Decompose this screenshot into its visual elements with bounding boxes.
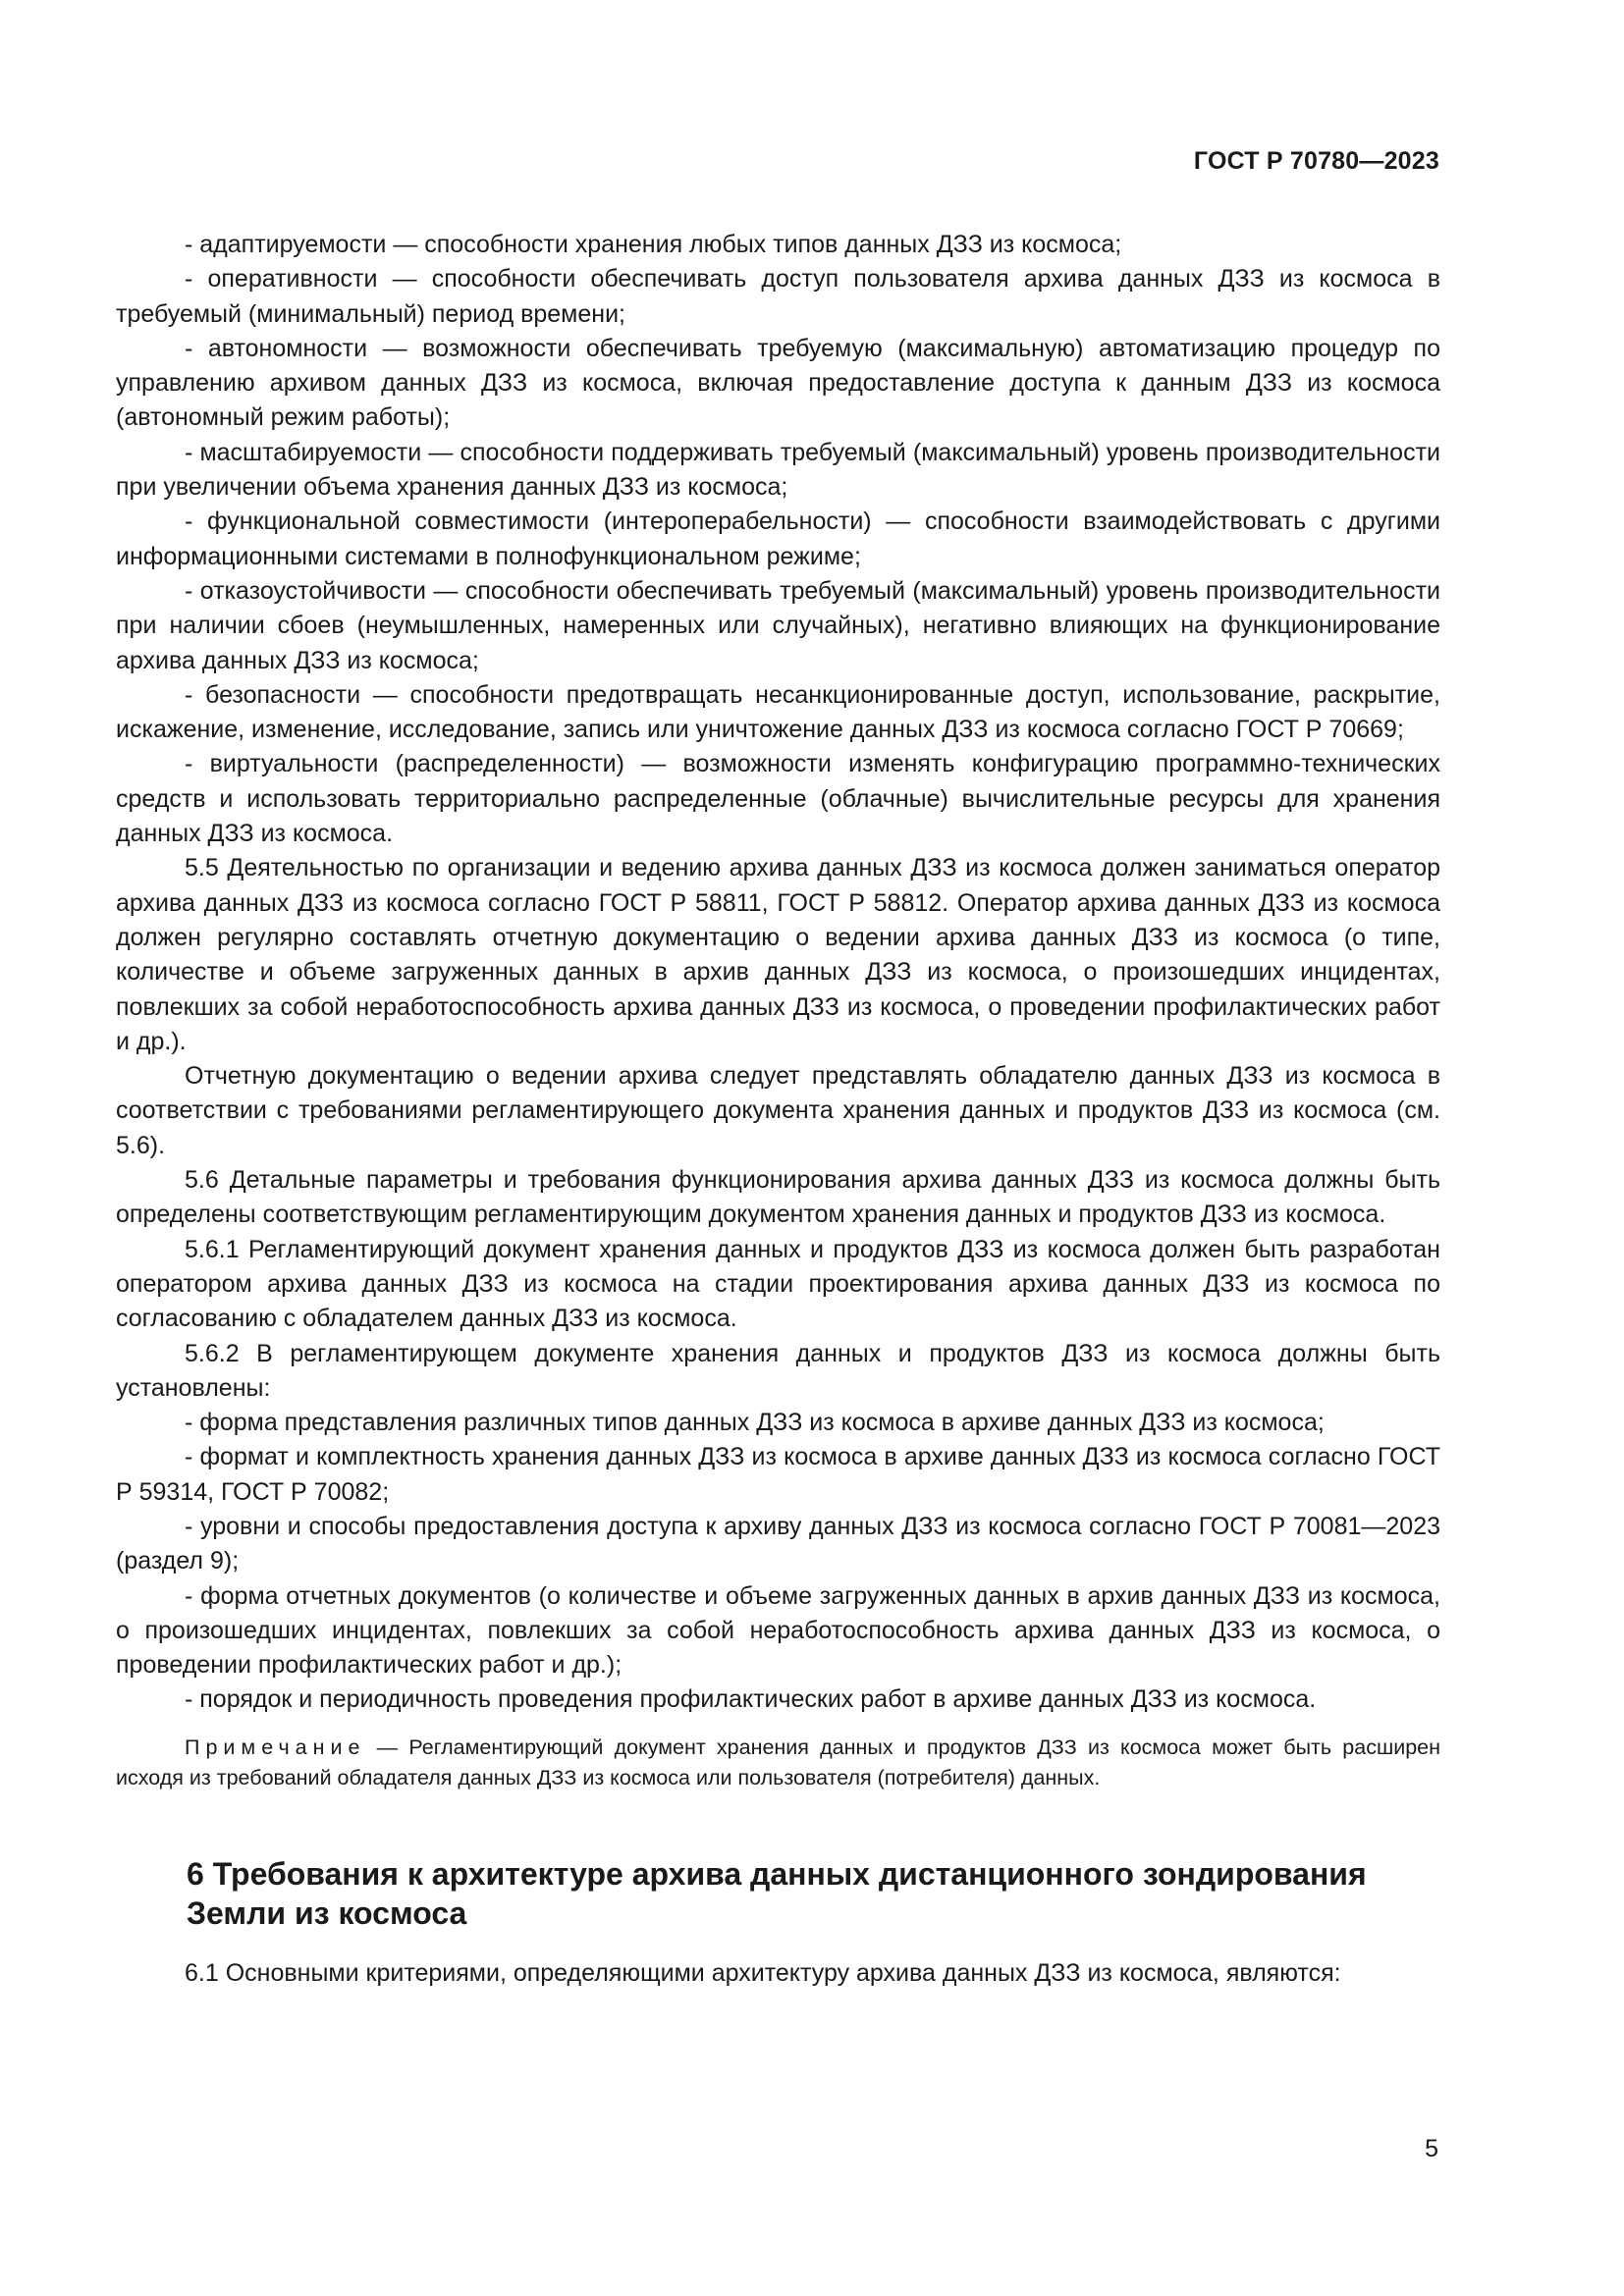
clause-5-6-1: 5.6.1 Регламентирующий документ хранения данных и продуктов ДЗЗ из космоса должен быть разработан оператором архива данных ДЗЗ из космоса на стадии проектирования архива данных ДЗЗ из космоса по согласованию с обладателем данных ДЗЗ из космоса. <box>116 1235 1440 1333</box>
note-label: Примечание <box>185 1735 366 1759</box>
list-item-autonomy: - автономности — возможности обеспечивать требуемую (максимальную) автоматизацию процедур по управлению архивом данных ДЗЗ из космоса, включая предоставление доступа к данным ДЗЗ из космоса (автономный режим работы); <box>116 334 1440 432</box>
list-item-access-levels: - уровни и способы предоставления доступа к архиву данных ДЗЗ из космоса согласно ГОСТ Р 70081—2023 (раздел 9); <box>116 1512 1440 1575</box>
list-item-report-form: - форма отчетных документов (о количестве и объеме загруженных данных в архив данных ДЗЗ из космоса, о произошедших инцидентах, повлекших за собой неработоспособность архива данных ДЗЗ из космоса, о проведении профилактических работ и др.); <box>116 1581 1440 1680</box>
list-item-virtuality: - виртуальности (распределенности) — возможности изменять конфигурацию программно-технических средств и использовать территориально распределенные (облачные) вычислительные ресурсы для хранения данных ДЗЗ из космоса. <box>116 750 1440 848</box>
document-id-header: ГОСТ Р 70780—2023 <box>1193 147 1439 175</box>
note <box>116 1733 1440 1793</box>
list-item-interoperability: - функциональной совместимости (интероперабельности) — способности взаимодействовать с другими информационными системами в полнофункциональном режиме; <box>116 507 1440 570</box>
clause-6-1: 6.1 Основными критериями, определяющими архитектуру архива данных ДЗЗ из космоса, являются: <box>185 1958 1341 1987</box>
section-6-heading: 6 Требования к архитектуре архива данных дистанционного зондирования Земли из космоса <box>187 1855 1367 1931</box>
list-item-security: - безопасности — способности предотвращать несанкционированные доступ, использование, раскрытие, искажение, изменение, исследование, запись или уничтожение данных ДЗЗ из космоса согласно ГОСТ Р 70669; <box>116 680 1440 744</box>
list-item-data-form: - форма представления различных типов данных ДЗЗ из космоса в архиве данных ДЗЗ из космоса; <box>185 1409 1325 1437</box>
document-body <box>116 228 1440 1991</box>
list-item-storage-format: - формат и комплектность хранения данных ДЗЗ из космоса в архиве данных ДЗЗ из космоса согласно ГОСТ Р 59314, ГОСТ Р 70082; <box>116 1443 1440 1506</box>
clause-5-5-reporting: Отчетную документацию о ведении архива следует представлять обладателю данных ДЗЗ из космоса в соответствии с требованиями регламентирующего документа хранения данных и продуктов ДЗЗ из космоса (см. 5.6). <box>116 1062 1440 1159</box>
note-text: — Регламентирующий документ хранения данных и продуктов ДЗЗ из космоса может быть расширен исходя из требований обладателя данных ДЗЗ из космоса или пользователя (потребителя) данных. <box>116 1735 1440 1789</box>
list-item-scalability: - масштабируемости — способности поддерживать требуемый (максимальный) уровень производительности при увеличении объема хранения данных ДЗЗ из космоса; <box>116 438 1440 502</box>
list-item-maintenance: - порядок и периодичность проведения профилактических работ в архиве данных ДЗЗ из космоса. <box>185 1685 1317 1714</box>
list-item-fault-tolerance: - отказоустойчивости — способности обеспечивать требуемый (максимальный) уровень производительности при наличии сбоев (неумышленных, намеренных или случайных), негативно влияющих на функционирование архива данных ДЗЗ из космоса; <box>116 576 1440 674</box>
list-item-adaptability: - адаптируемости — способности хранения любых типов данных ДЗЗ из космоса; <box>185 231 1122 258</box>
clause-5-5: 5.5 Деятельностью по организации и ведению архива данных ДЗЗ из космоса должен заниматься оператор архива данных ДЗЗ из космоса согласно ГОСТ Р 58811, ГОСТ Р 58812. Оператор архива данных ДЗЗ из космоса должен регулярно составлять отчетную документацию о ведении архива данных ДЗЗ из космоса (о типе, количестве и объеме загруженных данных в архив данных ДЗЗ из космоса, о произошедших инцидентах, повлекших за собой неработоспособность архива данных ДЗЗ из космоса, о проведении профилактических работ и др.). <box>116 854 1440 1055</box>
clause-5-6-2: 5.6.2 В регламентирующем документе хранения данных и продуктов ДЗЗ из космоса должны быть установлены: <box>116 1339 1440 1402</box>
list-item-responsiveness: - оперативности — способности обеспечивать доступ пользователя архива данных ДЗЗ из космоса в требуемый (минимальный) период времени; <box>116 265 1440 328</box>
page-number: 5 <box>1425 2135 1438 2163</box>
clause-5-6: 5.6 Детальные параметры и требования функционирования архива данных ДЗЗ из космоса должны быть определены соответствующим регламентирующим документом хранения данных и продуктов ДЗЗ из космоса. <box>116 1166 1440 1229</box>
